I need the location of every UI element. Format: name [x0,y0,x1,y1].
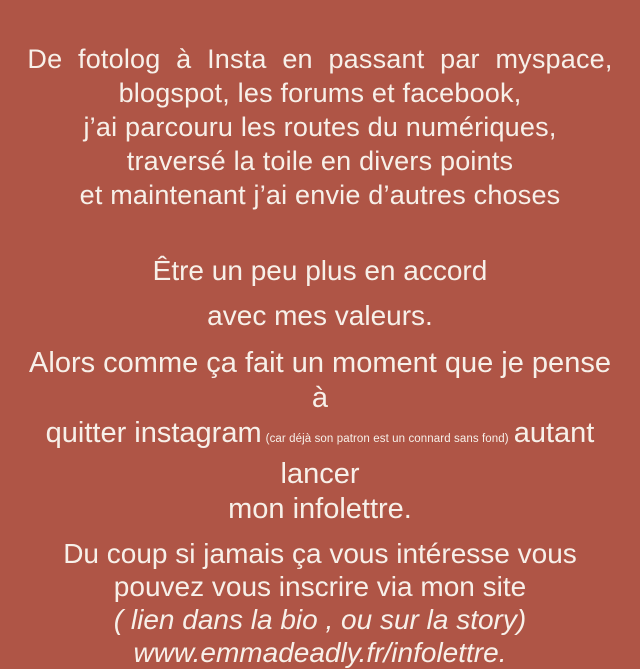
decision-small-note: (car déjà son patron est un connard sans fond) [265,433,509,445]
values-paragraph [26,248,614,338]
intro-paragraph [26,42,614,212]
cta-line-1: Du coup si jamais ça vous intéresse vous [63,538,577,569]
decision-line-2-end: autant lancer [280,417,595,490]
cta-line-3: ( lien dans la bio , ou sur la story) [113,604,527,635]
intro-line-1: De fotolog à Insta en passant par myspace, [27,44,613,74]
decision-line-1: Alors comme ça fait un moment que je pense à [29,347,611,414]
cta-newsletter-url: www.emmadeadly.fr/infolettre. [133,637,507,668]
intro-line-3: j’ai parcouru les routes du numériques, [83,112,557,142]
values-line-1: Être un peu plus en accord [152,255,488,286]
intro-line-2: blogspot, les forums et facebook, [118,78,522,108]
intro-line-5: et maintenant j’ai envie d’autres choses [79,180,561,210]
intro-line-4: traversé la toile en divers points [126,146,514,176]
decision-line-2 [26,416,614,492]
values-line-2: avec mes valeurs. [207,300,433,331]
cta-line-2: pouvez vous inscrire via mon site [113,571,527,602]
decision-paragraph [26,346,614,527]
decision-line-3: mon infolettre. [228,493,412,525]
cta-paragraph [26,537,614,669]
decision-line-2-start: quitter instagram [45,417,262,449]
